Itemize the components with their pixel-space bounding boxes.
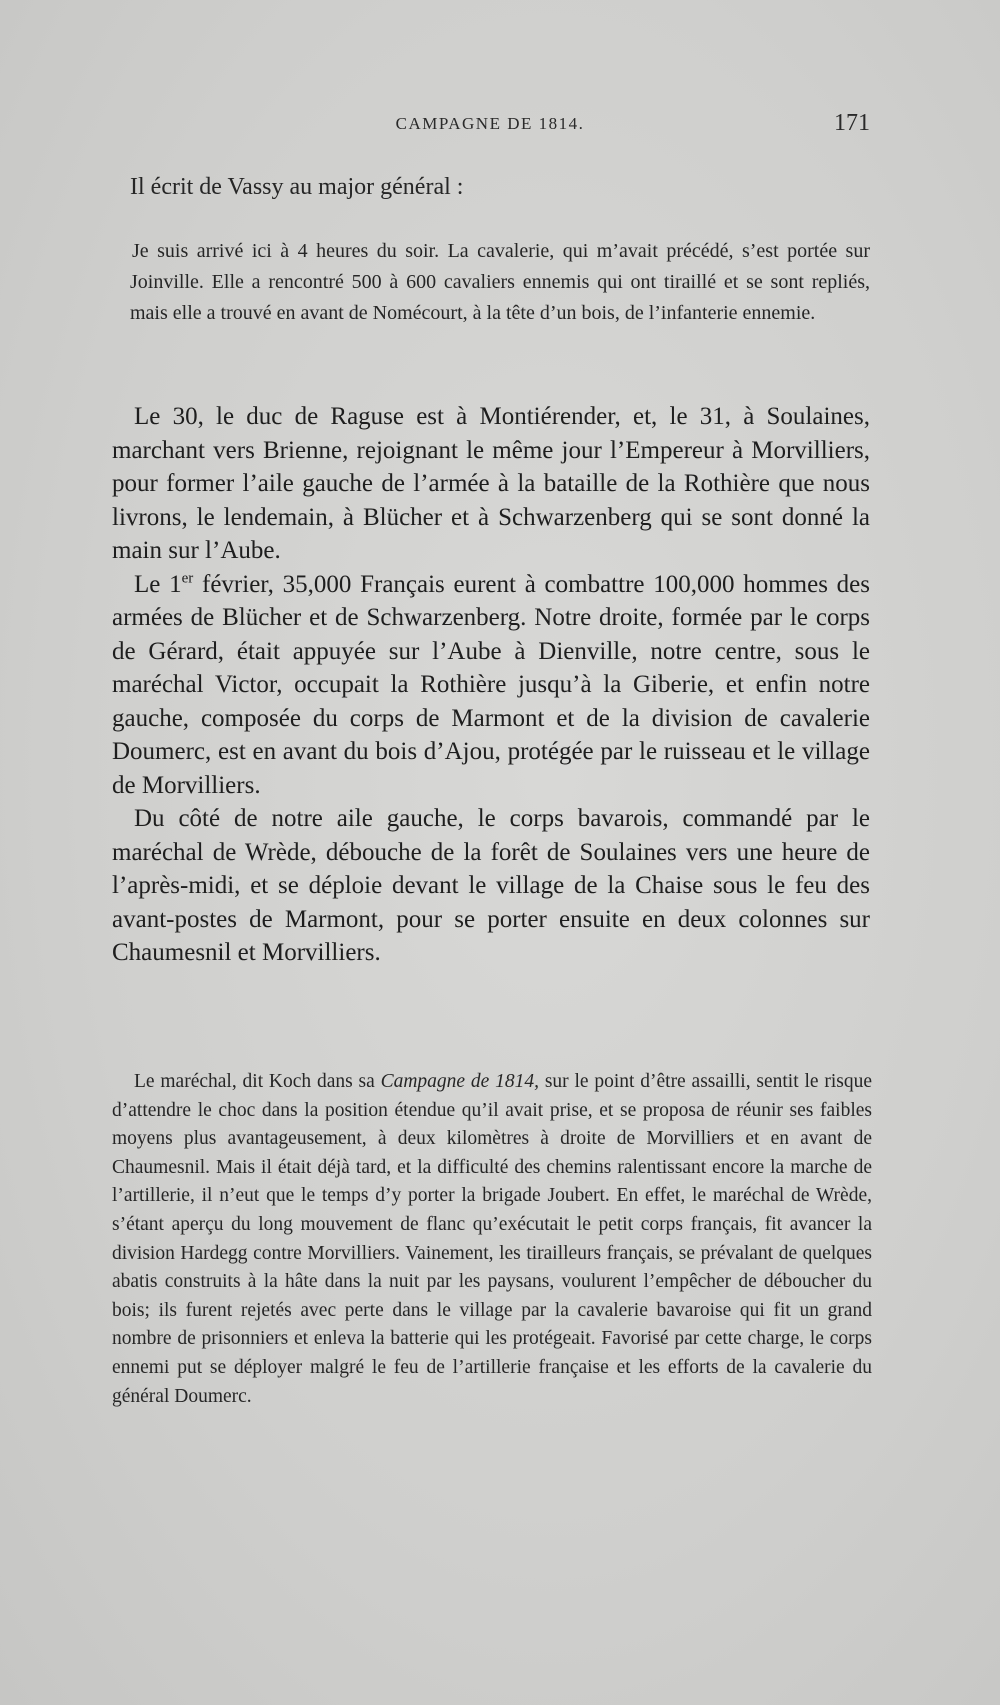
quoted-letter: Je suis arrivé ici à 4 heures du soir. La cavalerie, qui m’avait précédé, s’est portée sur Joinville. Elle a rencontré 500 à 600 cavaliers ennemis qui ont tiraillé et se sont repliés, mais elle a trouvé en avant de Nomécourt, à la tête d’un bois, de l’infanterie ennemie. (130, 240, 870, 324)
footnote-rest: sur le point d’être assailli, sentit le risque d’attendre le choc dans la position étendue qu’il avait prise, et se proposa de réunir ses faibles moyens plus avantageusement, à deux kilomètres à droite de Morvilliers et en avant de Chaumesnil. Mais il était déjà tard, et la difficulté des chemins ralentissant encore la marche de l’artillerie, il n’eut que le temps d’y porter la brigade Joubert. En effet, le maréchal de Wrède, s’étant aperçu du long mouvement de flanc qu’exécutait le petit corps français, fit avancer la division Hardegg contre Morvilliers. Vainement, les tirailleurs français, se prévalant de quelques abatis construits à la hâte dans la nuit par les paysans, voulurent l’empêcher de déboucher du bois; ils furent rejetés avec perte dans le village par la cavalerie bavaroise qui fit un grand nombre de prisonniers et enleva la batterie qui les protégeait. Favorisé par cette charge, le corps ennemi put se déployer malgré le feu de l’artillerie française et les efforts de la cavalerie du général Doumerc. (112, 1071, 872, 1407)
running-title: CAMPAGNE DE 1814. (395, 114, 585, 133)
footnote (112, 1068, 872, 1411)
intro-line: Il écrit de Vassy au major général : (130, 174, 464, 200)
paragraph-2-rest: février, 35,000 Français eurent à combattre 100,000 hommes des armées de Blücher et de Schwarzenberg. Notre droite, formée par le corps de Gérard, était appuyée sur l’Aube à Dienville, notre centre, sous le maréchal Victor, occupait la Rothière jusqu’à la Giberie, et enfin notre gauche, composée du corps de Marmont et de la division de cavalerie Doumerc, est en avant du bois d’Ajou, protégée par le ruisseau et le village de Morvilliers. (112, 570, 870, 799)
paragraph-2-start: Le 1 (134, 570, 182, 598)
page-number: 171 (834, 110, 870, 136)
paragraph-3: Du côté de notre aile gauche, le corps bavarois, commandé par le maréchal de Wrède, débouche de la forêt de Soulaines vers une heure de l’après-midi, et se déploie devant le village de la Chaise sous le feu des avant-postes de Marmont, pour se porter ensuite en deux colonnes sur Chaumesnil et Morvilliers. (112, 805, 870, 966)
main-text (112, 400, 870, 970)
page-header (110, 110, 870, 140)
footnote-book-title: Campagne de 1814, (380, 1071, 539, 1092)
paragraph-1: Le 30, le duc de Raguse est à Montiérender, et, le 31, à Soulaines, marchant vers Brienne, rejoignant le même jour l’Empereur à Morvilliers, pour former l’aile gauche de l’armée à la bataille de la Rothière que nous livrons, le lendemain, à Blücher et à Schwarzenberg qui se sont donné la main sur l’Aube. (112, 403, 870, 564)
ordinal-superscript: er (181, 570, 194, 587)
footnote-lead: Le maréchal, dit Koch dans sa (134, 1071, 381, 1092)
paragraph-2 (112, 568, 870, 803)
